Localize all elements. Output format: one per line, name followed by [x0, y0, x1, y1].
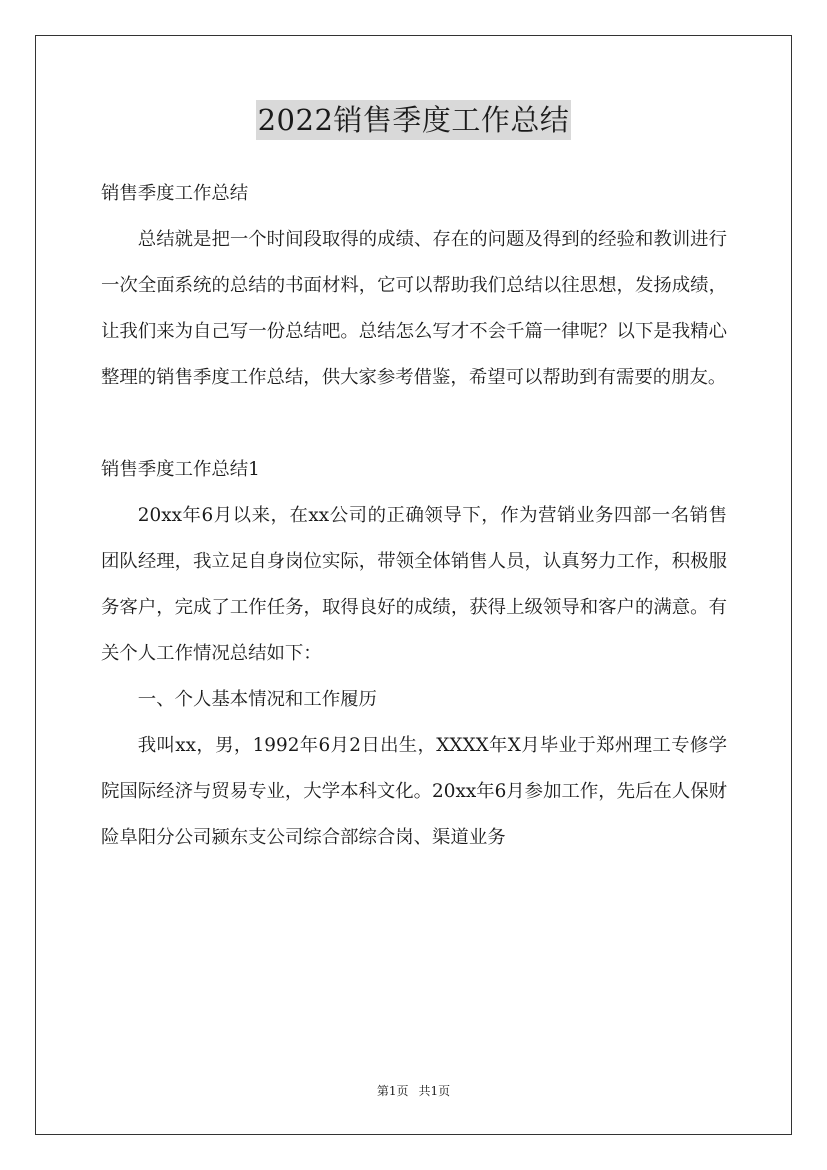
subsection-heading: 一、个人基本情况和工作履历	[137, 689, 377, 710]
intro-paragraph: 总结就是把一个时间段取得的成绩、存在的问题及得到的经验和教训进行一次全面系统的总结的书面材料，它可以帮助我们总结以往思想，发扬成绩，让我们来为自己写一份总结吧。总结怎么写才不会千篇一律呢？以下是我精心整理的销售季度工作总结，供大家参考借鉴，希望可以帮助到有需要的朋友。	[101, 229, 727, 388]
body-paragraph: 20xx年6月以来，在xx公司的正确领导下，作为营销业务四部一名销售团队经理，我立足自身岗位实际，带领全体销售人员，认真努力工作，积极服务客户，完成了工作任务，取得良好的成绩，获得上级领导和客户的满意。有关个人工作情况总结如下：	[101, 505, 727, 664]
document-body	[101, 171, 727, 861]
page-number-total: 共1页	[418, 1084, 451, 1098]
section-heading: 销售季度工作总结	[101, 183, 249, 204]
page-footer	[0, 1082, 827, 1100]
page-number-current: 第1页	[376, 1084, 409, 1098]
section-heading: 销售季度工作总结1	[101, 459, 260, 480]
title-container	[0, 100, 827, 140]
blank-line	[101, 401, 727, 447]
body-paragraph: 我叫xx，男，1992年6月2日出生，XXXX年X月毕业于郑州理工专修学院国际经济与贸易专业，大学本科文化。20xx年6月参加工作，先后在人保财险阜阳分公司颍东支公司综合部综合岗、渠道业务	[101, 735, 727, 848]
document-title: 2022销售季度工作总结	[256, 100, 572, 140]
